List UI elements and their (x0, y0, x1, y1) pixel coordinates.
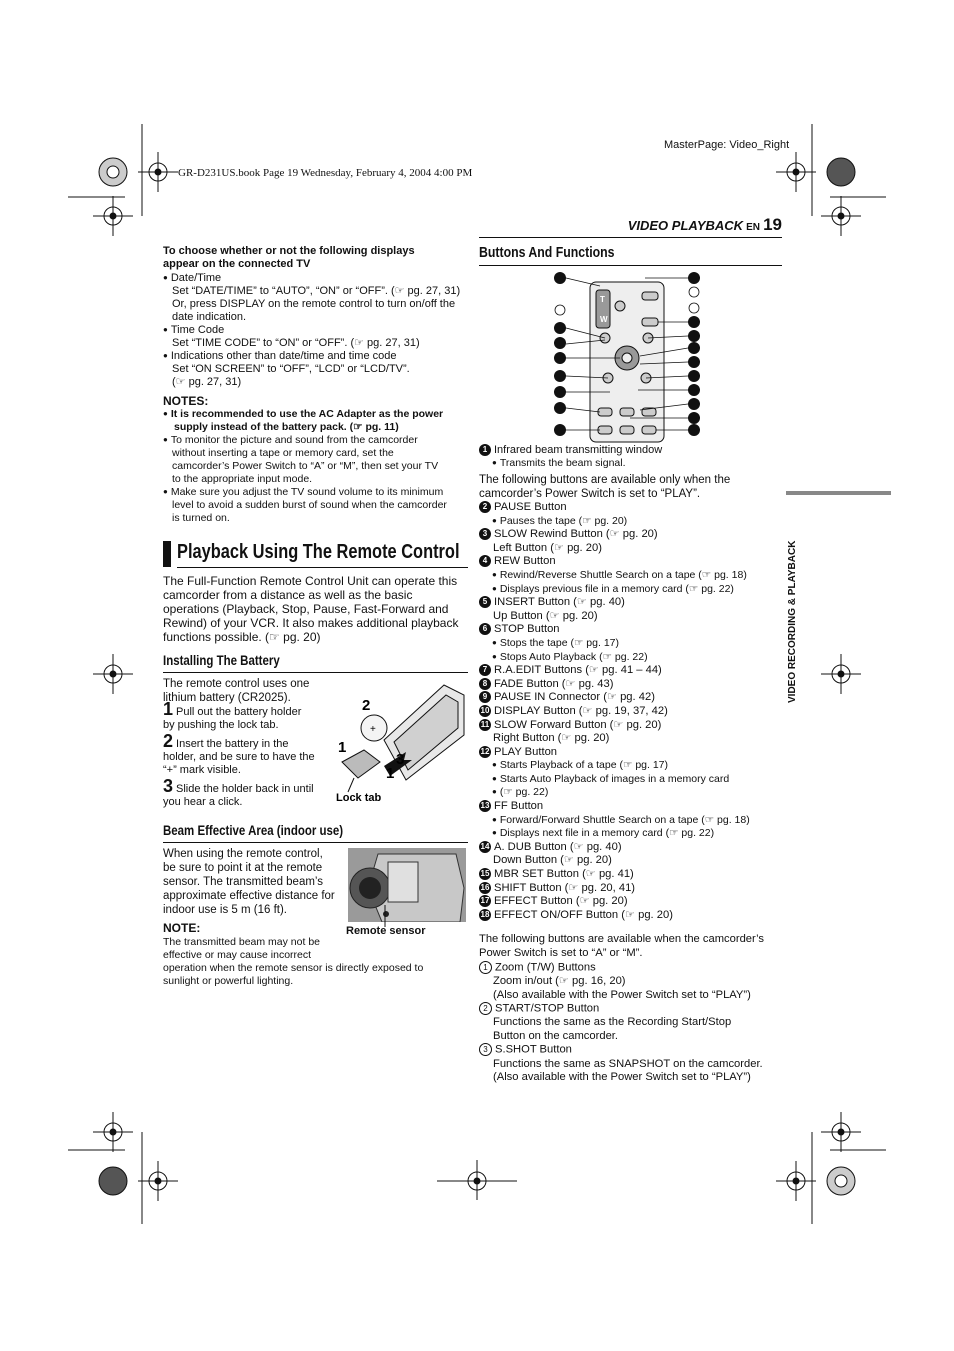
button-item (479, 746, 784, 800)
section-title-bar (163, 541, 171, 567)
item-text: Right Button (☞ pg. 20) (493, 732, 610, 745)
battery-step: 3 Slide the holder back in until you hear a click. (163, 776, 314, 808)
item-text: Functions the same as the Recording Start/Stop (493, 1016, 732, 1029)
item-text: Left Button (☞ pg. 20) (493, 541, 602, 554)
camcorder-photo (348, 848, 466, 922)
item-text: R.A.EDIT Buttons (☞ pg. 41 – 44) (494, 664, 662, 677)
button-item (479, 895, 784, 909)
display-item-label: ● Indications other than date/time and time code (163, 350, 468, 363)
item-text: SLOW Forward Button (☞ pg. 20) (494, 718, 662, 731)
item-number: 10 (480, 705, 490, 715)
item-text: EFFECT ON/OFF Button (☞ pg. 20) (494, 908, 673, 921)
am-button-list (479, 961, 789, 1085)
remote-diagram (550, 268, 710, 444)
fig-number: 1 (386, 765, 395, 782)
item-subpoint: ● Starts Playback of a tape (☞ pg. 17) (479, 759, 784, 773)
button-item (479, 800, 784, 841)
item-text: PLAY Button (494, 745, 558, 758)
item-text: Functions the same as SNAPSHOT on the camcorder. (493, 1057, 763, 1070)
page-number: 19 (763, 215, 782, 234)
item-text: (Also available with the Power Switch set to “PLAY”) (493, 1071, 751, 1084)
item-number: 15 (480, 869, 490, 879)
item-subpoint: ● Starts Auto Playback of images in a memory card (479, 773, 784, 787)
battery-title: Installing The Battery (163, 652, 280, 668)
button-item (479, 961, 789, 1002)
item-number: 9 (479, 691, 491, 703)
button-item (479, 664, 784, 678)
beam-title-rule (163, 842, 468, 843)
note-title: NOTE: (163, 921, 201, 935)
item-number: 7 (479, 664, 491, 676)
buttons-title: Buttons And Functions (479, 244, 615, 261)
button-item (479, 528, 784, 555)
item-number: 5 (479, 596, 491, 608)
master-page-label: MasterPage: Video_Right (664, 139, 790, 151)
item-infrared-window: 1 Infrared beam transmitting window ● Transmits the beam signal. (479, 444, 784, 470)
section-title: Playback Using The Remote Control (177, 541, 460, 563)
display-item-label: ● Time Code (163, 324, 468, 337)
display-item-label: ● Date/Time (163, 272, 468, 285)
item-text: PAUSE Button (494, 501, 567, 513)
item-text: STOP Button (494, 623, 560, 636)
side-tab-label: VIDEO RECORDING & PLAYBACK (787, 540, 798, 703)
remote-sensor-pointer (380, 905, 390, 927)
item-text: PAUSE IN Connector (☞ pg. 42) (494, 691, 655, 704)
fig-number: 1 (338, 739, 347, 756)
lock-tab-label: Lock tab (336, 792, 382, 804)
side-tab-bar (786, 491, 891, 495)
fig-number: 2 (362, 697, 371, 714)
item-text: INSERT Button (☞ pg. 40) (494, 596, 625, 609)
play-only-intro: The following buttons are available only when the camcorder’s Power Switch is set to “PLAY”. (479, 474, 731, 500)
item-number: 3 (479, 528, 491, 540)
item-text: REW Button (494, 555, 556, 568)
battery-steps (163, 699, 338, 809)
button-item (479, 705, 784, 719)
item-subpoint: ● Forward/Forward Shuttle Search on a tape (☞ pg. 18) (479, 814, 784, 828)
notes-list (163, 408, 468, 525)
item-text: Up Button (☞ pg. 20) (493, 609, 598, 622)
item-subpoint: ● (☞ pg. 22) (479, 786, 784, 800)
item-number: 14 (480, 841, 490, 851)
item-text: EFFECT Button (☞ pg. 20) (494, 895, 628, 908)
holder (342, 750, 380, 778)
item-text: SHIFT Button (☞ pg. 20, 41) (494, 881, 636, 894)
item-text: START/STOP Button (495, 1002, 600, 1015)
item-subpoint: ● Displays previous file in a memory card (☞ pg. 22) (479, 583, 784, 597)
item-text: Zoom (T/W) Buttons (495, 961, 596, 974)
print-book-info: GR-D231US.book Page 19 Wednesday, February 4, 2004 4:00 PM (178, 167, 473, 179)
item-number: 13 (480, 801, 490, 811)
beam-title: Beam Effective Area (indoor use) (163, 822, 344, 838)
note-item: ● To monitor the picture and sound from the camcorder without inserting a tape or memory card, set the camcorder’s Power Switch to “A” or “M”, then set your TV to the appropriate input mode. (163, 434, 468, 486)
item-number: 1 (479, 961, 492, 974)
battery-illustration (334, 680, 468, 805)
item-text: DISPLAY Button (☞ pg. 19, 37, 42) (494, 704, 668, 717)
button-item (479, 596, 784, 623)
item-text: Zoom in/out (☞ pg. 16, 20) (493, 975, 626, 988)
display-items: ● Date/Time Set “DATE/TIME” to “AUTO”, “ON” or “OFF”. (☞ pg. 27, 31) Or, press DISPLAY on the remote control to turn on/off the date indication. ● Time Code Set “TIME CODE” to “ON” or “OFF”. (☞ pg. 27, 31) ● Indications other than date/time and time code Set “ON SCREEN” to “OFF”, “LCD” or “LCD/TV”. (☞ pg. 27, 31) (163, 272, 468, 389)
item-subpoint: ● Pauses the tape (☞ pg. 20) (479, 515, 784, 529)
section-intro: The Full-Function Remote Control Unit can operate this camcorder from a distance as well as the basic operations (Playback, Stop, Pause, Fast-Forward and Rewind) of your VCR. It also makes additional playback functions possible. (☞ pg. 20) (163, 574, 459, 644)
item-text: SLOW Rewind Button (☞ pg. 20) (494, 528, 658, 541)
svg-text:T: T (600, 295, 605, 304)
item-number: 8 (479, 678, 491, 690)
plus-mark: + (370, 724, 376, 735)
item-number: 3 (479, 1043, 492, 1056)
buttons-title-rule (479, 265, 782, 266)
button-item (479, 1043, 789, 1084)
item-text: Button on the camcorder. (493, 1029, 619, 1042)
item-number: 12 (480, 746, 490, 756)
battery-step: 2 Insert the battery in the holder, and be sure to have the “+” mark visible. (163, 731, 315, 776)
item-number: 17 (480, 896, 490, 906)
button-item (479, 501, 784, 528)
button-item (479, 909, 784, 923)
am-intro: The following buttons are available when the camcorder’s Power Switch is set to “A” or “M”. (479, 933, 765, 959)
item-subpoint: ● Displays next file in a memory card (☞ pg. 22) (479, 827, 784, 841)
display-heading: To choose whether or not the following displays appear on the connected TV (163, 245, 415, 270)
item-text: (Also available with the Power Switch set to “PLAY”) (493, 988, 751, 1001)
item-text: FF Button (494, 800, 544, 813)
fig-number: 3 (396, 751, 405, 768)
beam-text: When using the remote control, be sure to point it at the remote sensor. The transmitted beam’s approximate effective distance for indoor use is 5 m (16 ft). (163, 848, 335, 916)
item-number: 2 (479, 1002, 492, 1015)
page-header (620, 215, 782, 235)
item-number: 16 (480, 882, 490, 892)
button-item (479, 719, 784, 746)
svg-text:W: W (600, 315, 608, 324)
item-text: S.SHOT Button (495, 1043, 572, 1056)
item-text: A. DUB Button (☞ pg. 40) (494, 840, 622, 853)
button-item (479, 678, 784, 692)
notes-title: NOTES: (163, 394, 209, 408)
section-title-rule (177, 567, 468, 568)
section-name: VIDEO PLAYBACK (627, 218, 744, 233)
button-item (479, 841, 784, 868)
remote-sensor-label: Remote sensor (346, 925, 426, 937)
item-subpoint: ● Rewind/Reverse Shuttle Search on a tape (☞ pg. 18) (479, 569, 784, 583)
battery-title-rule (163, 672, 468, 673)
note-item: ● Make sure you adjust the TV sound volume to its minimum level to avoid a sudden burst of sound when the camcorder is turned on. (163, 486, 468, 525)
button-item (479, 868, 784, 882)
button-item (479, 691, 784, 705)
button-item (479, 623, 784, 664)
button-item (479, 882, 784, 896)
item-number: 11 (480, 719, 490, 729)
item-number: 2 (479, 501, 491, 513)
battery-intro: The remote control uses one lithium battery (CR2025). (163, 678, 310, 704)
button-function-list (479, 501, 784, 922)
note-item: ● It is recommended to use the AC Adapter as the power supply instead of the battery pack. (☞ pg. 11) (163, 408, 468, 434)
item-text: Down Button (☞ pg. 20) (493, 854, 612, 867)
item-text: MBR SET Button (☞ pg. 41) (494, 868, 634, 881)
item-text: FADE Button (☞ pg. 43) (494, 677, 614, 690)
header-rule (479, 237, 782, 238)
item-number: 6 (479, 623, 491, 635)
note-text: The transmitted beam may not be effective or may cause incorrect operation when the remote sensor is directly exposed to sunlight or powerful lighting. (163, 936, 424, 987)
battery-step: 1 Pull out the battery holder by pushing the lock tab. (163, 699, 302, 731)
item-subpoint: ● Stops Auto Playback (☞ pg. 22) (479, 651, 784, 665)
button-item (479, 1002, 789, 1043)
item-subpoint: ● Stops the tape (☞ pg. 17) (479, 637, 784, 651)
button-item (479, 555, 784, 596)
item-number: 18 (480, 909, 490, 919)
item-number: 4 (479, 555, 491, 567)
language-code: EN (746, 222, 761, 233)
